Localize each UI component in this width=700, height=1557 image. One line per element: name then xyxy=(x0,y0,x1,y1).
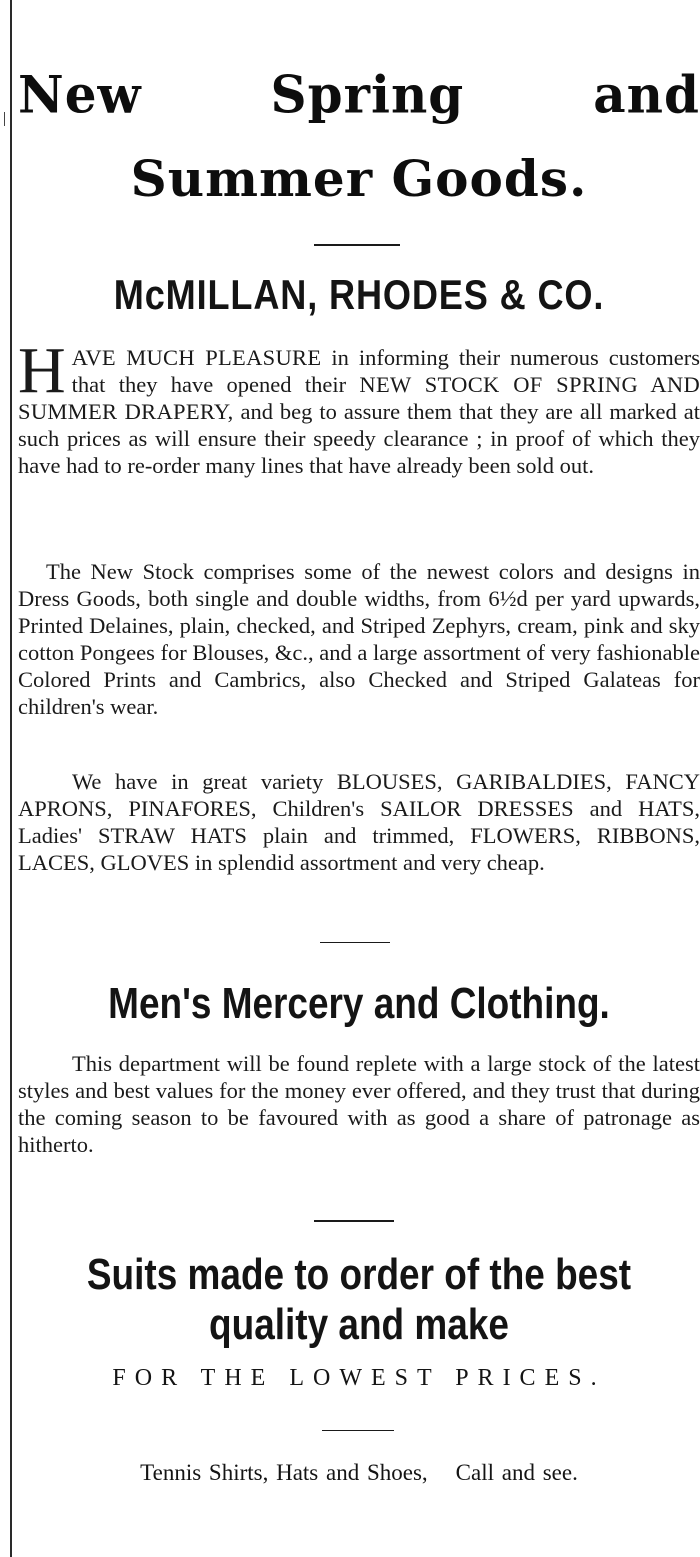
intro-text-b: and beg to assure them that they are all marked at such prices as will ensure their speedy clearance ; in proof of which they have had to re-order many lines that have already been sold out. xyxy=(18,399,700,478)
headline-line-2: Summer Goods. xyxy=(130,149,588,208)
divider-rule xyxy=(314,244,400,246)
suits-line-1: Suits made to order of the best xyxy=(86,1250,632,1299)
headline-word: and xyxy=(593,64,700,125)
firm-name: McMILLAN, RHODES & CO. xyxy=(113,271,605,318)
variety-paragraph: We have in great variety BLOUSES, GARIBALDIES, FANCY APRONS, PINAFORES, Children's SAILOR DRESSES and HATS, Ladies' STRAW HATS plain and trimmed, FLOWERS, RIBBONS, LACES, GLOVES in splendid assortment and very cheap. xyxy=(18,769,700,875)
advertisement xyxy=(18,0,700,1557)
divider-rule xyxy=(320,942,390,943)
headline-word: New xyxy=(18,64,142,125)
drop-cap: H xyxy=(18,334,66,407)
divider-rule xyxy=(322,1430,394,1431)
intro-paragraph xyxy=(18,334,700,479)
footer-right: Call and see. xyxy=(455,1460,578,1485)
lowest-prices-line: FOR THE LOWEST PRICES. xyxy=(112,1365,606,1391)
stock-paragraph: The New Stock comprises some of the newest colors and designs in Dress Goods, both single and double widths, from 6½d per yard upwards, Printed Delaines, plain, checked, and Striped Zephyrs, cream, pink and sky cotton Pongees for Blouses, &c., and a large assortment of very fashionable Colored Prints and Cambrics, also Checked and Striped Galateas for children's wear. xyxy=(18,559,700,719)
headline-word: Spring xyxy=(270,64,465,125)
intro-text-a: in informing their numerous customers that they have opened their xyxy=(71,345,700,397)
mercery-title: Men's Mercery and Clothing. xyxy=(108,979,610,1028)
margin-mark xyxy=(4,112,5,126)
column-border xyxy=(10,0,12,1557)
intro-caps-lead: AVE MUCH PLEASURE xyxy=(71,345,322,370)
divider-rule xyxy=(314,1220,394,1222)
mercery-paragraph: This department will be found replete with a large stock of the latest styles and best values for the money ever offered, and they trust that during the coming season to be favoured with as good a share of patronage as hitherto. xyxy=(18,1051,700,1157)
headline-line-1 xyxy=(18,61,700,128)
suits-line-2: quality and make xyxy=(209,1300,509,1349)
suits-title xyxy=(73,1250,646,1350)
footer-left: Tennis Shirts, Hats and Shoes, xyxy=(140,1460,428,1485)
intro-caps-mid: NEW STOCK OF SPRING AND SUMMER DRAPERY, xyxy=(18,372,700,424)
footer-line xyxy=(18,1460,700,1486)
